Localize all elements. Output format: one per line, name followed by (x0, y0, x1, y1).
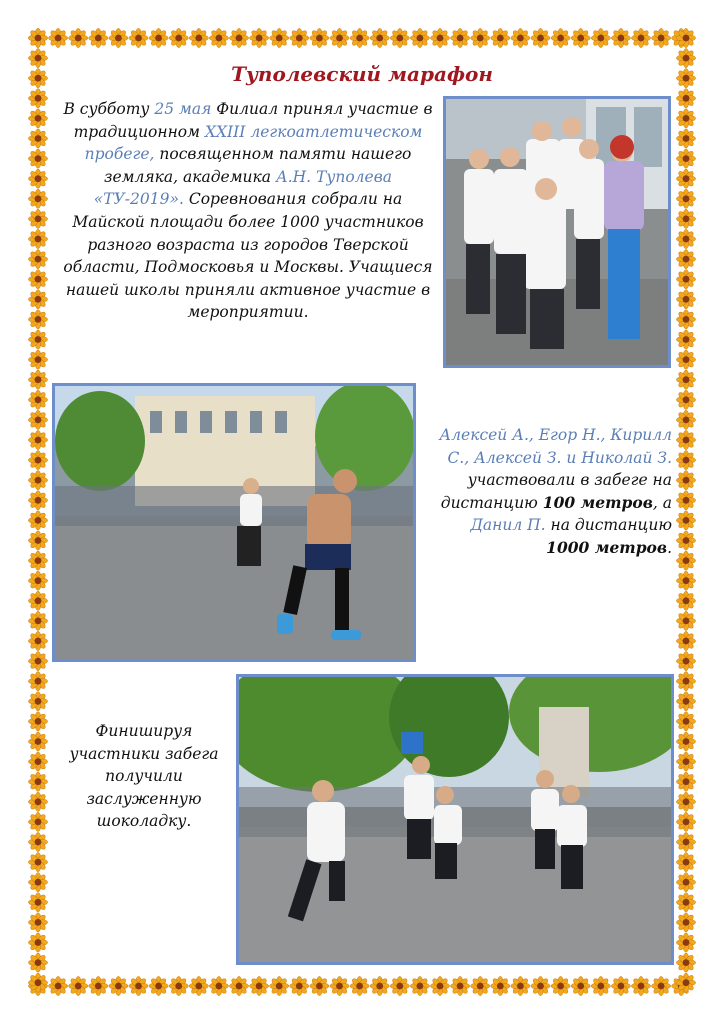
runners-paragraph (434, 424, 672, 560)
flower-icon (209, 28, 228, 47)
flower-icon (676, 149, 695, 168)
flower-icon (28, 350, 47, 369)
flower-icon (511, 976, 530, 995)
flower-icon (491, 976, 510, 995)
flower-icon (28, 491, 47, 510)
flower-icon (28, 832, 47, 851)
flower-icon (676, 491, 695, 510)
finish-paragraph (64, 720, 224, 833)
flower-icon (676, 189, 695, 208)
kids-race-photo (236, 674, 674, 965)
flower-icon (676, 410, 695, 429)
flower-icon (652, 976, 671, 995)
flower-icon (69, 28, 88, 47)
flower-icon (676, 913, 695, 932)
flower-icon (591, 28, 610, 47)
flower-icon (676, 672, 695, 691)
intro-name: А.Н. Туполева «ТУ-2019». (93, 167, 392, 209)
flower-icon (631, 28, 650, 47)
intro-text-2: Филиал принял участие в традиционном (73, 100, 433, 141)
flower-icon (28, 310, 47, 329)
flower-icon (28, 933, 47, 952)
flower-icon (250, 976, 269, 995)
flower-icon (350, 976, 369, 995)
flower-icon (28, 169, 47, 188)
flower-icon (611, 28, 630, 47)
finish-text: Финишируя участники забега получили заслуженную шоколадку. (69, 722, 219, 831)
flower-icon (676, 853, 695, 872)
flower-icon (551, 976, 570, 995)
flower-icon (229, 976, 248, 995)
flower-icon (676, 893, 695, 912)
flower-icon (149, 28, 168, 47)
flower-icon (28, 471, 47, 490)
flower-icon (571, 28, 590, 47)
flower-icon (676, 250, 695, 269)
flower-icon (28, 692, 47, 711)
flower-icon (676, 89, 695, 108)
intro-text-4: Соревнования собрали на Майской площади более 1000 участников разного возраста из городов Тверской области, Подмосковья и Москвы. (63, 190, 424, 277)
flower-icon (28, 631, 47, 650)
flower-icon (676, 631, 695, 650)
flower-icon (28, 913, 47, 932)
intro-roman: XXIII (204, 122, 246, 141)
flower-icon (676, 330, 695, 349)
intro-text-1: В субботу (63, 100, 150, 118)
flower-icon (471, 28, 490, 47)
flower-icon (676, 933, 695, 952)
intro-paragraph (62, 98, 434, 324)
flower-icon (28, 652, 47, 671)
flower-icon (676, 290, 695, 309)
flower-icon (676, 270, 695, 289)
flower-icon (250, 28, 269, 47)
flower-icon (676, 310, 695, 329)
flower-icon (531, 28, 550, 47)
flower-icon (28, 330, 47, 349)
flower-icon (28, 109, 47, 128)
flower-icon (28, 973, 47, 992)
flower-border-top (28, 28, 696, 48)
flower-icon (676, 732, 695, 751)
flower-icon (28, 430, 47, 449)
flower-icon (28, 89, 47, 108)
flower-icon (676, 430, 695, 449)
flower-icon (229, 28, 248, 47)
flower-icon (551, 28, 570, 47)
flower-icon (676, 712, 695, 731)
flower-icon (676, 229, 695, 248)
flower-border-left (28, 28, 48, 996)
flower-icon (129, 28, 148, 47)
flower-icon (676, 109, 695, 128)
flower-icon (28, 390, 47, 409)
flower-icon (676, 772, 695, 791)
group-photo (443, 96, 671, 368)
flower-icon (28, 531, 47, 550)
flower-icon (652, 28, 671, 47)
runners-text-3: на дистанцию (550, 516, 672, 535)
flower-icon (410, 976, 429, 995)
flower-icon (28, 611, 47, 630)
flower-icon (28, 571, 47, 590)
flower-icon (28, 953, 47, 972)
flower-icon (631, 976, 650, 995)
flower-icon (28, 209, 47, 228)
flower-icon (28, 149, 47, 168)
flower-icon (330, 976, 349, 995)
flower-icon (28, 812, 47, 831)
flower-icon (676, 28, 695, 47)
flower-icon (28, 853, 47, 872)
flower-icon (491, 28, 510, 47)
flower-icon (430, 28, 449, 47)
flower-icon (189, 28, 208, 47)
flower-icon (350, 28, 369, 47)
flower-icon (89, 976, 108, 995)
flower-icon (676, 792, 695, 811)
flower-icon (290, 976, 309, 995)
flower-icon (430, 976, 449, 995)
flower-icon (310, 976, 329, 995)
flower-icon (676, 652, 695, 671)
flower-icon (676, 973, 695, 992)
runners-text-1: участвовали в забеге на дистанцию (440, 471, 672, 512)
flower-icon (451, 976, 470, 995)
flower-icon (676, 873, 695, 892)
flower-icon (28, 732, 47, 751)
flower-icon (89, 28, 108, 47)
flower-icon (28, 28, 47, 47)
flower-icon (676, 752, 695, 771)
intro-date: 25 мая (154, 100, 212, 118)
flower-icon (676, 611, 695, 630)
flower-icon (109, 976, 128, 995)
flower-icon (28, 250, 47, 269)
flower-icon (28, 873, 47, 892)
flower-icon (109, 28, 128, 47)
flower-icon (69, 976, 88, 995)
flower-icon (571, 976, 590, 995)
flower-icon (370, 28, 389, 47)
flower-icon (209, 976, 228, 995)
runners-distance-2: 1000 метров (546, 537, 668, 557)
flower-icon (676, 471, 695, 490)
flower-icon (28, 712, 47, 731)
runners-distance-1: 100 метров (542, 492, 653, 512)
flower-icon (451, 28, 470, 47)
intro-event: легкоатлетическом пробеге, (84, 122, 423, 164)
flower-icon (611, 976, 630, 995)
intro-text-3: посвященном памяти нашего земляка, академика (104, 145, 412, 186)
flower-icon (28, 591, 47, 610)
flower-icon (390, 976, 409, 995)
runners-names: Алексей А., Егор Н., Кирилл С., Алексей З. и Николай З. (439, 426, 672, 467)
flower-icon (129, 976, 148, 995)
flower-icon (676, 370, 695, 389)
flower-icon (28, 129, 47, 148)
flower-icon (28, 672, 47, 691)
flower-icon (410, 28, 429, 47)
runners-name-2: Данил П. (470, 516, 546, 535)
flower-icon (149, 976, 168, 995)
flower-icon (676, 531, 695, 550)
flower-icon (676, 209, 695, 228)
flower-icon (28, 792, 47, 811)
flower-icon (28, 893, 47, 912)
flower-icon (28, 451, 47, 470)
flower-icon (169, 28, 188, 47)
flower-icon (676, 832, 695, 851)
flower-icon (49, 28, 68, 47)
flower-icon (676, 812, 695, 831)
flower-icon (270, 28, 289, 47)
flower-icon (390, 28, 409, 47)
intro-text-5: Учащиеся нашей школы приняли активное участие в мероприятии. (65, 258, 433, 322)
flower-icon (676, 953, 695, 972)
flower-border-right (676, 28, 696, 996)
flower-icon (28, 752, 47, 771)
flower-icon (511, 28, 530, 47)
flower-icon (290, 28, 309, 47)
flower-icon (676, 350, 695, 369)
flower-icon (676, 591, 695, 610)
flower-icon (169, 976, 188, 995)
flower-icon (676, 511, 695, 530)
flower-icon (676, 571, 695, 590)
flower-icon (49, 976, 68, 995)
flower-icon (531, 976, 550, 995)
flower-icon (28, 290, 47, 309)
flower-icon (676, 451, 695, 470)
flower-icon (676, 390, 695, 409)
flower-icon (28, 270, 47, 289)
flower-icon (591, 976, 610, 995)
runner-photo (52, 383, 416, 662)
page-title: Туполевский марафон (231, 62, 493, 86)
runners-text-2: , а (652, 493, 672, 512)
flower-icon (28, 410, 47, 429)
flower-icon (676, 129, 695, 148)
flower-icon (676, 551, 695, 570)
flower-icon (471, 976, 490, 995)
flower-icon (28, 370, 47, 389)
flower-icon (676, 169, 695, 188)
flower-icon (330, 28, 349, 47)
runners-end: . (667, 538, 672, 557)
flower-icon (28, 511, 47, 530)
flower-border-bottom (28, 976, 696, 996)
flower-icon (310, 28, 329, 47)
flower-icon (270, 976, 289, 995)
flower-icon (676, 692, 695, 711)
flower-icon (28, 772, 47, 791)
flower-icon (28, 229, 47, 248)
flower-icon (28, 551, 47, 570)
flower-icon (370, 976, 389, 995)
flower-icon (28, 189, 47, 208)
flower-icon (189, 976, 208, 995)
